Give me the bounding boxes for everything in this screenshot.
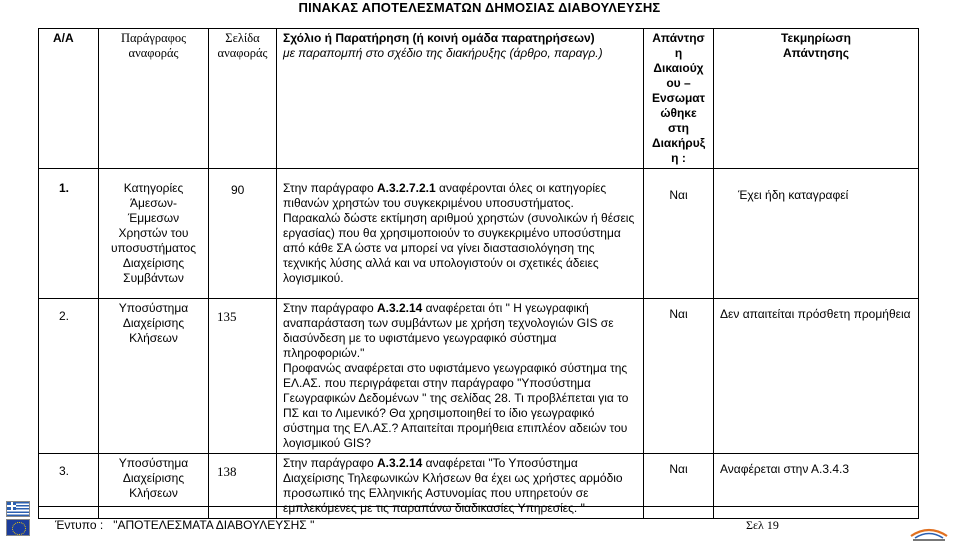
row-justification: Έχει ήδη καταγραφεί [714, 169, 919, 299]
row-paragraph: Υποσύστημα Διαχείρισης Κλήσεων [99, 454, 209, 519]
results-table [38, 28, 919, 519]
table-row [39, 299, 919, 454]
footer-document: Έντυπο : "ΑΠΟΤΕΛΕΣΜΑΤΑ ΔΙΑΒΟΥΛΕΥΣΗΣ " [55, 518, 315, 532]
row-paragraph: Κατηγορίες Άμεσων- Έμμεσων Χρηστών του υποσυστήματος Διαχείρισης Συμβάντων [99, 169, 209, 299]
header-aa: Α/Α [39, 29, 99, 169]
row-page: 135 [209, 299, 277, 454]
row-justification: Αναφέρεται στην Α.3.4.3 [714, 454, 919, 519]
row-aa: 1. [39, 169, 99, 299]
row-page: 138 [209, 454, 277, 519]
row-justification: Δεν απαιτείται πρόσθετη προμήθεια [714, 299, 919, 454]
header-paragraph: Παράγραφος αναφοράς [99, 29, 209, 169]
row-page: 90 [209, 169, 277, 299]
table-header-row [39, 29, 919, 169]
row-answer: Ναι [644, 299, 714, 454]
row-comment: Στην παράγραφο Α.3.2.14 αναφέρεται ότι " Η γεωγραφική αναπαράσταση των συμβάντων με χρήση τεχνολογιών GIS σε διασύνδεση με το υφιστάμενο γεωγραφικό σύστημα πληροφοριών." Προφανώς αναφέρεται στο υφιστάμενο γεωγραφικό σύστημα της ΕΛ.ΑΣ. που περιγράφεται στην παράγραφο "Υποσύστημα Γεωγραφικών Δεδομένων " της σελίδας 28. Τι προβλέπεται για το ΠΣ και το Λιμενικό? Θα χρησιμοποιηθεί το ίδιο γεωγραφικό σύστημα της ΕΛ.ΑΣ.? Απαιτείται προμήθεια επιπλέον αδειών του λογισμικού GIS? [277, 299, 644, 454]
row-comment: Στην παράγραφο Α.3.2.7.2.1 αναφέρονται όλες οι κατηγορίες πιθανών χρηστών του συγκεκριμένου υποσυστήματος. Παρακαλώ δώστε εκτίμηση αριθμού χρηστών (συνολικών ή θέσεις εργασίας) που θα χρησιμοποιούν το συγκεκριμένο υποσύστημα από κάθε ΣΑ ώστε να μπορεί να γίνει διαστασιολόγηση της τεχνικής λύσης αλλά και να υπολογιστούν οι σχετικές άδειες λογισμικού. [277, 169, 644, 299]
header-comment: Σχόλιο ή Παρατήρηση (ή κοινή ομάδα παρατηρήσεων) με παραπομπή στο σχέδιο της διακήρυξης (άρθρο, παραγρ.) [277, 29, 644, 169]
header-answer: Απάντησ η Δικαιούχ ου – Ενσωματ ώθηκε στη Διακήρυξ η : [644, 29, 714, 169]
row-answer: Ναι [644, 454, 714, 519]
table-row [39, 454, 919, 519]
row-aa: 2. [39, 299, 99, 454]
page-title: ΠΙΝΑΚΑΣ ΑΠΟΤΕΛΕΣΜΑΤΩΝ ΔΗΜΟΣΙΑΣ ΔΙΑΒΟΥΛΕΥΣΗΣ [298, 0, 661, 15]
footer-page-number: Σελ 19 [746, 518, 779, 532]
row-comment: Στην παράγραφο Α.3.2.14 αναφέρεται "Το Υποσύστημα Διαχείρισης Τηλεφωνικών Κλήσεων θα έχει ως χρήστες αρμόδιο προσωπικό της Ελληνικής Αστυνομίας που υπηρετούν σε εμπλεκόμενες με τις παραπάνω διαδικασίες Υπηρεσίες. " [277, 454, 644, 519]
header-page: Σελίδα αναφοράς [209, 29, 277, 169]
row-paragraph: Υποσύστημα Διαχείρισης Κλήσεων [99, 299, 209, 454]
row-answer: Ναι [644, 169, 714, 299]
program-logo-icon [905, 522, 953, 544]
table-row [39, 169, 919, 299]
footer-divider [38, 506, 918, 507]
row-aa: 3. [39, 454, 99, 519]
eu-flag-icon [6, 519, 30, 536]
greek-flag-icon [6, 501, 30, 517]
header-justification: Τεκμηρίωση Απάντησης [714, 29, 919, 169]
